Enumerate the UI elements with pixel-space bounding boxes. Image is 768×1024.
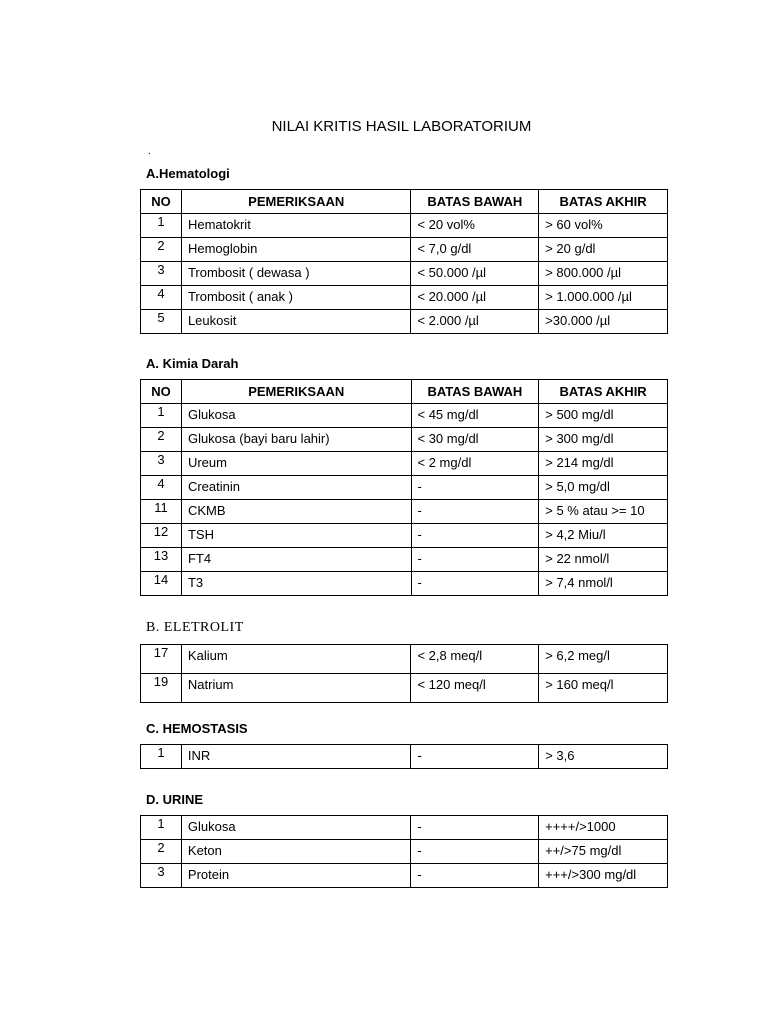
table-row (141, 572, 668, 596)
cell-batas-bawah: - (411, 500, 539, 524)
table-hemostasis (140, 744, 668, 769)
cell-batas-bawah: < 30 mg/dl (411, 428, 539, 452)
cell-batas-akhir: > 22 nmol/l (539, 548, 668, 572)
table-row (141, 262, 668, 286)
cell-no: 17 (141, 645, 182, 674)
cell-batas-akhir: > 500 mg/dl (539, 404, 668, 428)
cell-batas-bawah: < 20 vol% (411, 214, 539, 238)
table-row (141, 238, 668, 262)
cell-pemeriksaan: T3 (181, 572, 411, 596)
cell-no: 1 (141, 404, 182, 428)
header-batas-akhir: BATAS AKHIR (539, 380, 668, 404)
cell-batas-bawah: < 20.000 /µl (411, 286, 539, 310)
cell-pemeriksaan: Hematokrit (181, 214, 411, 238)
table-eletrolit (140, 644, 668, 703)
cell-batas-bawah: < 2 mg/dl (411, 452, 539, 476)
cell-batas-akhir: >30.000 /µl (539, 310, 668, 334)
header-pemeriksaan: PEMERIKSAAN (181, 190, 411, 214)
cell-pemeriksaan: FT4 (181, 548, 411, 572)
cell-batas-akhir: ++/>75 mg/dl (539, 840, 668, 864)
cell-no: 2 (141, 428, 182, 452)
cell-pemeriksaan: Trombosit ( dewasa ) (181, 262, 411, 286)
cell-pemeriksaan: Natrium (181, 674, 411, 703)
cell-batas-bawah: < 45 mg/dl (411, 404, 539, 428)
cell-no: 1 (141, 214, 182, 238)
cell-pemeriksaan: Hemoglobin (181, 238, 411, 262)
cell-no: 5 (141, 310, 182, 334)
cell-batas-bawah: < 2.000 /µl (411, 310, 539, 334)
cell-batas-bawah: - (411, 816, 539, 840)
section-title-hematologi: A.Hematologi (146, 166, 230, 181)
cell-batas-akhir: +++/>300 mg/dl (539, 864, 668, 888)
cell-batas-akhir: > 800.000 /µl (539, 262, 668, 286)
cell-batas-akhir: ++++/>1000 (539, 816, 668, 840)
cell-no: 2 (141, 238, 182, 262)
cell-batas-bawah: < 120 meq/l (411, 674, 539, 703)
table-row (141, 524, 668, 548)
cell-no: 4 (141, 286, 182, 310)
cell-no: 11 (141, 500, 182, 524)
table-row (141, 864, 668, 888)
table-row (141, 548, 668, 572)
header-batas-bawah: BATAS BAWAH (411, 190, 539, 214)
table-urine (140, 815, 668, 888)
cell-pemeriksaan: Glukosa (181, 816, 411, 840)
cell-batas-akhir: > 5 % atau >= 10 (539, 500, 668, 524)
cell-no: 2 (141, 840, 182, 864)
cell-batas-akhir: > 300 mg/dl (539, 428, 668, 452)
cell-pemeriksaan: Creatinin (181, 476, 411, 500)
cell-batas-bawah: < 2,8 meq/l (411, 645, 539, 674)
cell-no: 3 (141, 864, 182, 888)
table-row (141, 428, 668, 452)
cell-batas-akhir: > 60 vol% (539, 214, 668, 238)
cell-batas-akhir: > 6,2 meg/l (539, 645, 668, 674)
cell-batas-akhir: > 20 g/dl (539, 238, 668, 262)
cell-batas-bawah: - (411, 524, 539, 548)
stray-dot: . (148, 146, 151, 157)
table-row (141, 452, 668, 476)
table-row (141, 476, 668, 500)
table-row (141, 310, 668, 334)
table-kimia-darah (140, 379, 668, 596)
cell-no: 1 (141, 745, 182, 769)
table-row (141, 674, 668, 703)
section-title-hemostasis: C. HEMOSTASIS (146, 721, 248, 736)
table-row (141, 645, 668, 674)
cell-pemeriksaan: Ureum (181, 452, 411, 476)
section-title-urine: D. URINE (146, 792, 204, 807)
cell-pemeriksaan: Trombosit ( anak ) (181, 286, 411, 310)
cell-batas-bawah: - (411, 572, 539, 596)
cell-no: 4 (141, 476, 182, 500)
cell-batas-bawah: - (411, 476, 539, 500)
cell-no: 13 (141, 548, 182, 572)
cell-batas-bawah: < 50.000 /µl (411, 262, 539, 286)
cell-batas-akhir: > 3,6 (539, 745, 668, 769)
cell-batas-akhir: > 1.000.000 /µl (539, 286, 668, 310)
cell-batas-akhir: > 7,4 nmol/l (539, 572, 668, 596)
table-hematologi (140, 189, 668, 334)
table-row (141, 214, 668, 238)
cell-pemeriksaan: INR (181, 745, 411, 769)
cell-pemeriksaan: TSH (181, 524, 411, 548)
cell-pemeriksaan: Glukosa (181, 404, 411, 428)
cell-pemeriksaan: Keton (181, 840, 411, 864)
cell-batas-bawah: - (411, 840, 539, 864)
cell-batas-akhir: > 4,2 Miu/l (539, 524, 668, 548)
table-row (141, 840, 668, 864)
header-no: NO (141, 190, 182, 214)
cell-no: 12 (141, 524, 182, 548)
cell-pemeriksaan: Protein (181, 864, 411, 888)
cell-batas-akhir: > 160 meq/l (539, 674, 668, 703)
cell-pemeriksaan: Glukosa (bayi baru lahir) (181, 428, 411, 452)
table-row (141, 286, 668, 310)
header-batas-akhir: BATAS AKHIR (539, 190, 668, 214)
cell-batas-bawah: < 7,0 g/dl (411, 238, 539, 262)
cell-no: 19 (141, 674, 182, 703)
table-row (141, 816, 668, 840)
page-title: NILAI KRITIS HASIL LABORATORIUM (271, 118, 532, 135)
cell-no: 3 (141, 262, 182, 286)
header-no: NO (141, 380, 182, 404)
cell-no: 14 (141, 572, 182, 596)
cell-batas-akhir: > 214 mg/dl (539, 452, 668, 476)
cell-batas-bawah: - (411, 864, 539, 888)
cell-pemeriksaan: Leukosit (181, 310, 411, 334)
cell-pemeriksaan: CKMB (181, 500, 411, 524)
section-title-eletrolit: B. ELETROLIT (146, 620, 244, 635)
header-batas-bawah: BATAS BAWAH (411, 380, 539, 404)
table-row (141, 404, 668, 428)
header-pemeriksaan: PEMERIKSAAN (181, 380, 411, 404)
cell-pemeriksaan: Kalium (181, 645, 411, 674)
cell-no: 1 (141, 816, 182, 840)
cell-batas-bawah: - (411, 548, 539, 572)
cell-batas-bawah: - (411, 745, 539, 769)
cell-no: 3 (141, 452, 182, 476)
table-row (141, 745, 668, 769)
table-row (141, 500, 668, 524)
section-title-kimia-darah: A. Kimia Darah (146, 356, 239, 371)
cell-batas-akhir: > 5,0 mg/dl (539, 476, 668, 500)
